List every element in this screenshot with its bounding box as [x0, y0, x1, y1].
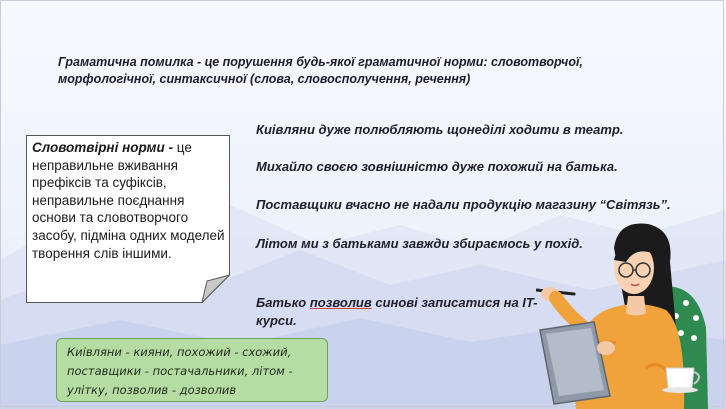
- definition-note: [26, 135, 230, 303]
- sentence-5-end: синові записатися на IT-курси.: [256, 295, 538, 328]
- sentence-5-start: Батько: [256, 295, 310, 310]
- note-definition: це неправильне вживання префіксів та суфіксів, неправильне поєднання основи та словотворчого засобу, підміна одних моделей творення слів іншими.: [32, 140, 225, 261]
- sentence-1: Киівляни дуже полюбляють щонеділі ходити в театр.: [256, 122, 624, 137]
- sentence-5-underlined-word: позволив: [309, 295, 372, 310]
- sentence-4: Літом ми з батьками завжди збираємось у похід.: [256, 236, 583, 251]
- woman-with-tablet-illustration: [536, 218, 726, 409]
- sentence-2: Михайло своєю зовнішністю дуже похожий на батька.: [256, 159, 618, 174]
- sentence-5: [256, 294, 546, 330]
- sentence-3: Поставщики вчасно не надали продукцію магазину “Світязь”.: [256, 197, 671, 212]
- page-title: Граматична помилка - це порушення будь-якої граматичної норми: словотворчої, морфологічної, синтаксичної (слова, словосполучення, речення): [58, 55, 583, 86]
- answer-box: Киівляни - кияни, похожий - схожий, поставщики - постачальники, літом - улітку, позволив - дозволив: [56, 338, 328, 402]
- note-text: [32, 139, 228, 262]
- note-term: Словотвірні норми -: [32, 140, 174, 155]
